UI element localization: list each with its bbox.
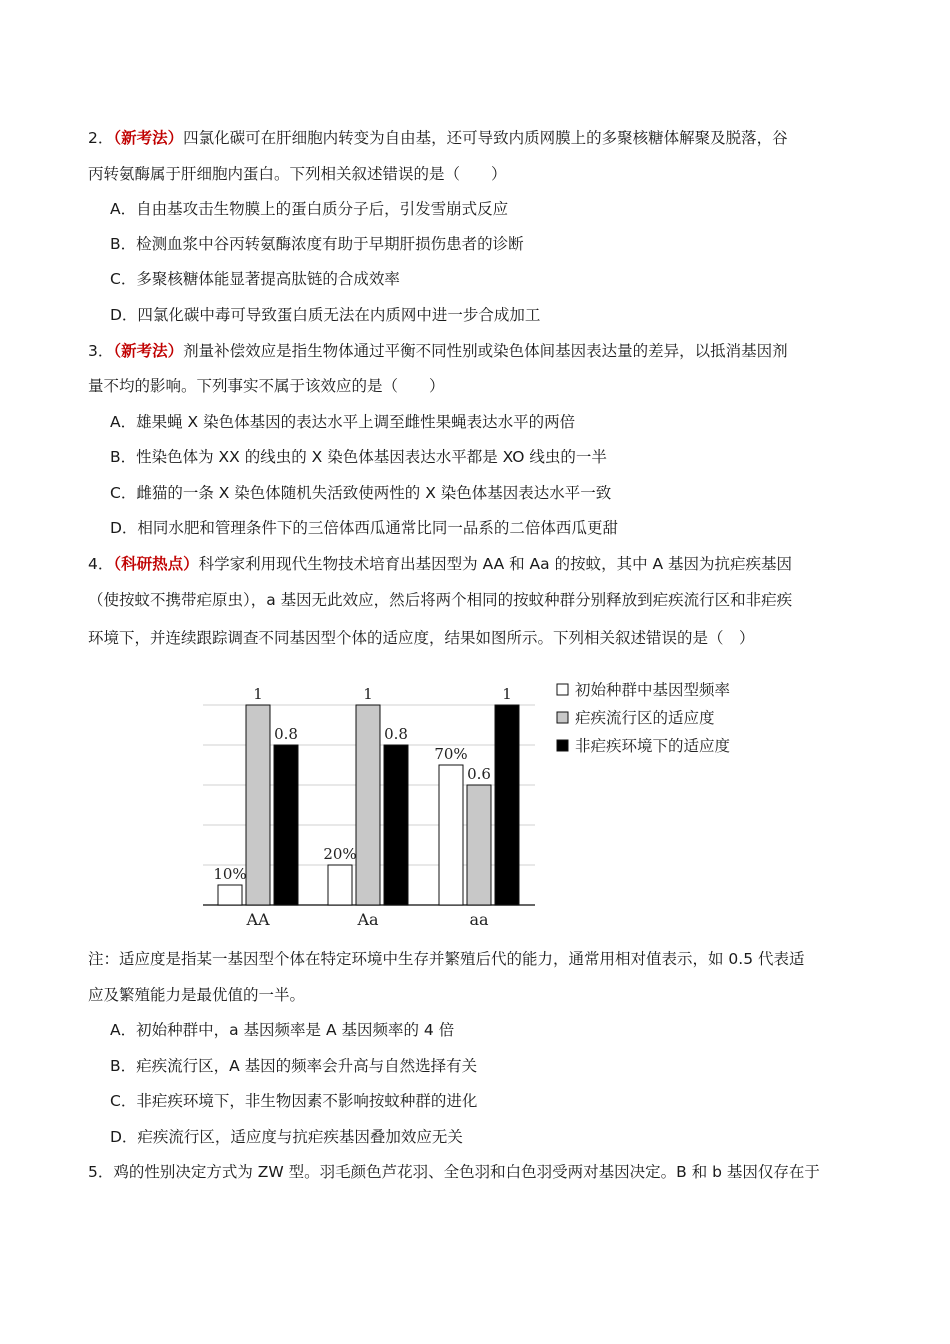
- q2-option-a: A．自由基攻击生物膜上的蛋白质分子后，引发雪崩式反应: [110, 200, 509, 218]
- q3-stem-line1: [88, 340, 788, 362]
- q4-stem-text: 科学家利用现代生物技术培育出基因型为 AA 和 Aa 的按蚊，其中 A 基因为抗疟疾基因: [198, 555, 793, 573]
- q3-option-d: D．相同水肥和管理条件下的三倍体西瓜通常比同一品系的二倍体西瓜更甜: [110, 519, 618, 537]
- q3-option-a: A．雄果蝇 X 染色体基因的表达水平上调至雌性果蝇表达水平的两倍: [110, 413, 576, 431]
- data-label-initial-frequency-AA: 10%: [213, 865, 247, 883]
- data-label-malaria-area-fitness-AA: 1: [253, 685, 263, 703]
- q2-option-b: B．检测血浆中谷丙转氨酶浓度有助于早期肝损伤患者的诊断: [110, 235, 524, 253]
- chart-legend: [557, 681, 730, 755]
- bar-initial-frequency-AA: [218, 885, 242, 905]
- legend-swatch-initial-frequency: [557, 684, 568, 695]
- bar-initial-frequency-aa: [439, 765, 463, 905]
- q5-stem-text: 鸡的性别决定方式为 ZW 型。羽毛颜色芦花羽、全色羽和白色羽受两对基因决定。B 和 b 基因仅存在于: [113, 1163, 820, 1181]
- q2-option-c: C．多聚核糖体能显著提高肽链的合成效率: [110, 270, 400, 288]
- bar-malaria-area-fitness-aa: [467, 785, 491, 905]
- q4-stem-line1: [88, 553, 792, 575]
- category-label-aa: aa: [469, 910, 489, 929]
- q2-option-d: D．四氯化碳中毒可导致蛋白质无法在内质网中进一步合成加工: [110, 306, 541, 324]
- q4-number: 4．: [88, 555, 114, 573]
- q3-option-b: B．性染色体为 XX 的线虫的 X 染色体基因表达水平都是 XO 线虫的一半: [110, 448, 607, 466]
- bar-non-malaria-fitness-AA: [274, 745, 298, 905]
- q2-tag: （新考法）: [113, 129, 184, 147]
- data-label-malaria-area-fitness-Aa: 1: [363, 685, 373, 703]
- q4-option-a: A．初始种群中，a 基因频率是 A 基因频率的 4 倍: [110, 1021, 455, 1039]
- q4-note-line1: 注：适应度是指某一基因型个体在特定环境中生存并繁殖后代的能力，通常用相对值表示，如 0.5 代表适: [88, 950, 805, 968]
- bar-non-malaria-fitness-aa: [495, 705, 519, 905]
- q4-option-c: C．非疟疾环境下，非生物因素不影响按蚊种群的进化: [110, 1092, 478, 1110]
- q4-tag: （科研热点）: [113, 555, 199, 573]
- q3-tag: （新考法）: [113, 342, 184, 360]
- data-label-malaria-area-fitness-aa: 0.6: [467, 765, 491, 783]
- chart-category-labels: [245, 910, 489, 929]
- chart-bars: [218, 705, 519, 905]
- category-label-AA: AA: [246, 910, 270, 929]
- legend-label-malaria-area-fitness: 疟疾流行区的适应度: [575, 709, 715, 727]
- data-label-non-malaria-fitness-Aa: 0.8: [384, 725, 408, 743]
- bar-initial-frequency-Aa: [328, 865, 352, 905]
- data-label-non-malaria-fitness-AA: 0.8: [274, 725, 298, 743]
- legend-swatch-non-malaria-fitness: [557, 740, 568, 751]
- data-label-non-malaria-fitness-aa: 1: [502, 685, 512, 703]
- legend-label-non-malaria-fitness: 非疟疾环境下的适应度: [575, 737, 731, 755]
- q5-number: 5．: [88, 1163, 114, 1181]
- bar-malaria-area-fitness-Aa: [356, 705, 380, 905]
- category-label-Aa: Aa: [357, 910, 379, 929]
- q2-stem-text: 四氯化碳可在肝细胞内转变为自由基，还可导致内质网膜上的多聚核糖体解聚及脱落，谷: [183, 129, 788, 147]
- bar-malaria-area-fitness-AA: [246, 705, 270, 905]
- bar-non-malaria-fitness-Aa: [384, 745, 408, 905]
- q3-stem-text: 剂量补偿效应是指生物体通过平衡不同性别或染色体间基因表达量的差异，以抵消基因剂: [183, 342, 788, 360]
- q4-option-b: B．疟疾流行区，A 基因的频率会升高与自然选择有关: [110, 1057, 478, 1075]
- q3-number: 3．: [88, 342, 114, 360]
- q4-stem-line2: （使按蚊不携带疟原虫），a 基因无此效应，然后将两个相同的按蚊种群分别释放到疟疾流行区和非疟疾: [88, 591, 793, 609]
- genotype-bar-chart: [195, 672, 775, 932]
- q3-stem-line2: 量不均的影响。下列事实不属于该效应的是（ ）: [88, 377, 445, 395]
- q4-note-line2: 应及繁殖能力是最优值的一半。: [88, 986, 306, 1004]
- q2-stem-line1: [88, 127, 788, 149]
- legend-swatch-malaria-area-fitness: [557, 712, 568, 723]
- legend-label-initial-frequency: 初始种群中基因型频率: [575, 681, 731, 699]
- q4-option-d: D．疟疾流行区，适应度与抗疟疾基因叠加效应无关: [110, 1128, 463, 1146]
- data-label-initial-frequency-aa: 70%: [434, 745, 468, 763]
- data-label-initial-frequency-Aa: 20%: [323, 845, 357, 863]
- q2-number: 2．: [88, 129, 114, 147]
- q5-stem-line1: [88, 1161, 820, 1183]
- q3-option-c: C．雌猫的一条 X 染色体随机失活致使两性的 X 染色体基因表达水平一致: [110, 484, 612, 502]
- q2-stem-line2: 丙转氨酶属于肝细胞内蛋白。下列相关叙述错误的是（ ）: [88, 165, 507, 183]
- q4-stem-line3: 环境下，并连续跟踪调查不同基因型个体的适应度，结果如图所示。下列相关叙述错误的是（ ）: [88, 629, 755, 647]
